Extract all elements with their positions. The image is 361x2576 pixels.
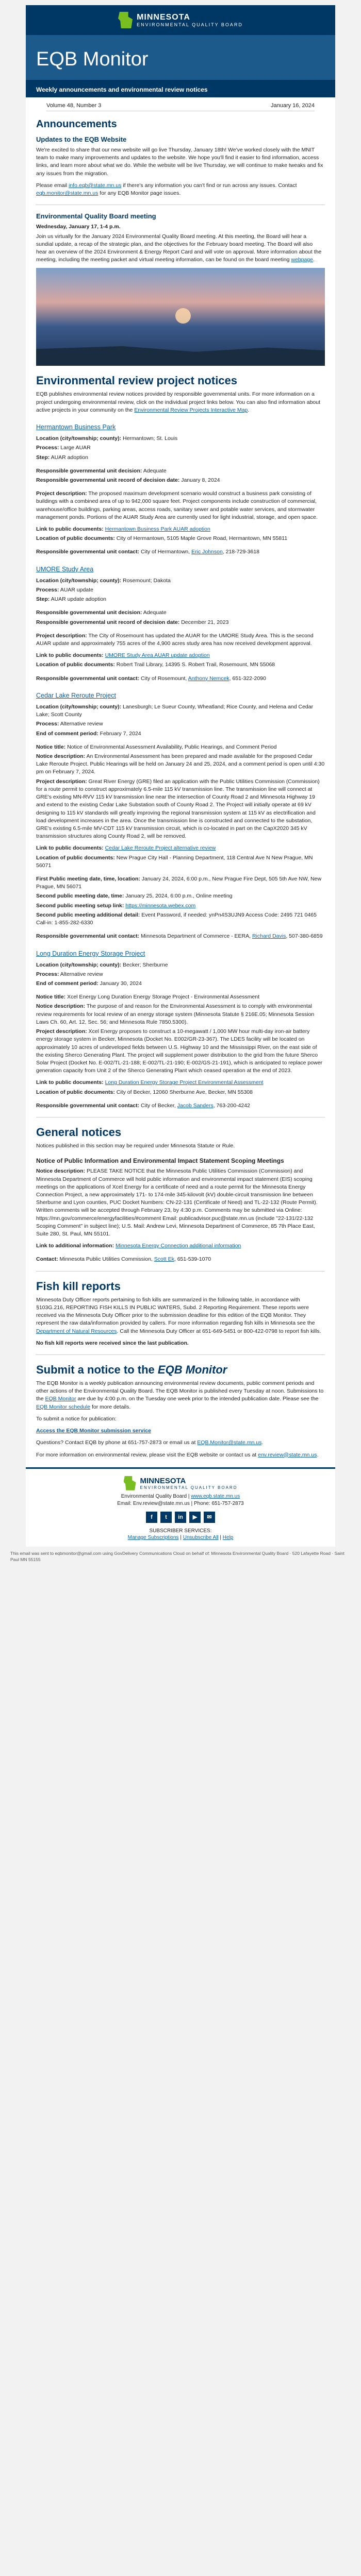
project-row: Step: AUAR update adoption	[36, 596, 107, 603]
landscape-photo	[36, 268, 325, 366]
meeting-first: First Public meeting date, time, location: January 24, 2024, 6:00 p.m., New Prague Fire Dept, 505 5th Ave NW, New Prague, MN 56071	[36, 876, 322, 890]
rgu-contact: Responsible governmental unit contact: City of Hermantown, Eric Johnson, 218-729-3618	[36, 549, 260, 555]
project-row: Process: AUAR update	[36, 586, 93, 593]
youtube-icon[interactable]: ▶	[189, 1512, 201, 1523]
project-title-hermantown[interactable]: Hermantown Business Park	[36, 423, 116, 431]
submit-p1: The EQB Monitor is a weekly publication announcing environmental review documents, public comment periods and other actions of the Environmental Quality Board. The EQB Monitor is published every Tuesday at noon. Submissions to the EQB Monitor are due by 4:00 p.m. on the Tuesday one week prior to the intended publication date. Please see the EQB Monitor schedule for more details.	[36, 1380, 324, 1410]
project-row: Process: Alternative review	[36, 721, 103, 727]
schedule-link[interactable]: EQB Monitor schedule	[36, 1403, 91, 1410]
review-intro: EQB publishes environmental review notices provided by responsible governmental units. For more information on a project undergoing environmental review, click on the individual project links below. You can also find information about active projects in your community on the Environmental Review Projects Interactive Map.	[36, 391, 320, 413]
public-docs-link-row: Link to public documents: UMORE Study Area AUAR update adoption	[36, 652, 210, 659]
submit-heading: Submit a notice to the EQB Monitor	[36, 1363, 227, 1376]
preheader	[0, 0, 361, 5]
project-row: End of comment period: January 30, 2024	[36, 980, 142, 987]
submit-p5: For more information on environmental review, please visit the EQB website or contact us at env.review@state.mn.us.	[36, 1451, 319, 1458]
meeting-second: Second public meeting date, time: January 25, 2024, 6:00 p.m., Online meeting	[36, 893, 233, 900]
env-review-email-link[interactable]: env.review@state.mn.us	[258, 1451, 317, 1458]
public-docs-location: Location of public documents: New Prague City Hall - Planning Department, 118 Central Ave N New Prague, MN 56071	[36, 854, 313, 869]
footer-line1: Environmental Quality Board | www.eqb.state.mn.us	[121, 1493, 240, 1499]
sunset-sun	[175, 308, 191, 324]
mn-eqb-logo[interactable]	[118, 12, 243, 28]
project-row: Location (city/township; county): Rosemount; Dakota	[36, 577, 171, 584]
rgu-contact: Responsible governmental unit contact: City of Becker, Jacob Sanders, 763-200-4242	[36, 1102, 250, 1109]
fish-kill-heading: Fish kill reports	[36, 1279, 121, 1293]
meeting-webpage-link[interactable]: webpage	[291, 257, 314, 263]
public-docs-link[interactable]: Hermantown Business Park AUAR adoption	[105, 526, 210, 533]
email-icon[interactable]: ✉	[204, 1512, 215, 1523]
social-links	[36, 1512, 325, 1523]
general-notice-description: Notice description: PLEASE TAKE NOTICE that the Minnesota Public Utilities Commission (Commission) and Minnesota Department of Commerce will hold public information and environmental impact statement (EIS) scoping meetings on the applications of Xcel Energy for a certificate of need and a route permit for the Minnesota Energy Connection Project, a new approximately 171- to 174-mile 345-kilovolt (kV) double-circuit transmission line between Sherburne and Lyon counties, PUC Docket Numbers: CN-22-131 (Certificate of Need) and TL-22-132 (Route Permit). Written comments will be accepted through February 23, by 4:30 p.m. Comments may be submitted via Online: https://mn.gov/commerce/energyfacilities/#comment Email: publicadvisor.puc@state.mn.us (include "22-131/22-132 Scoping Comment" in subject line); U.S. Mail: Andrew Levi, Minnesota Department of Commerce, 85 7th Place East, Suite 280, St. Paul, MN 55101.	[36, 1168, 318, 1238]
facebook-icon[interactable]: f	[146, 1512, 157, 1523]
public-docs-location: Location of public documents: Robert Trail Library, 14395 S. Robert Trail, Rosemount, MN 55068	[36, 662, 275, 668]
footer-line2: Email: Env.review@state.mn.us | Phone: 651-757-2873	[117, 1500, 244, 1506]
eqb-website-link[interactable]: www.eqb.state.mn.us	[191, 1493, 240, 1499]
divider	[36, 1271, 325, 1272]
legal-footer: This email was sent to eqbmonitor@gmail.com using GovDelivery Communications Cloud on behalf of: Minnesota Environmental Quality Board · 520 Lafayette Road · Saint Paul MN 55155	[10, 1550, 344, 1562]
fish-kill-p2: No fish kill reports were received since the last publication.	[36, 1340, 189, 1346]
project-description: Project description: The City of Rosemount has updated the AUAR for the UMORE Study Area. This is the second AUAR update and approximately 755 acres of the 4,900 acres study area has now received development approval.	[36, 632, 314, 647]
contact-name-link[interactable]: Jacob Sanders	[177, 1102, 214, 1109]
logo-state: MINNESOTA	[137, 13, 190, 22]
website-update-heading: Updates to the EQB Website	[36, 135, 127, 143]
webex-link[interactable]: https://minnesota.webex.com	[125, 902, 196, 909]
meeting-heading: Environmental Quality Board meeting	[36, 212, 156, 221]
rgu-contact: Responsible governmental unit contact: Minnesota Department of Commerce - EERA, Richard Davis, 507-380-6859	[36, 933, 323, 940]
issue-line	[46, 97, 315, 111]
project-row: Responsible governmental unit decision: Adequate	[36, 467, 167, 474]
general-intro: Notices published in this section may be required under Minnesota Statute or Rule.	[36, 1143, 235, 1149]
footer-logo[interactable]	[36, 1476, 325, 1490]
dnr-link[interactable]: Department of Natural Resources	[36, 1328, 117, 1334]
project-row: Location (city/township; county): Hermantown; St. Louis	[36, 435, 178, 442]
public-docs-link[interactable]: Long Duration Energy Storage Project Environmental Assessment	[105, 1079, 264, 1086]
page-title: EQB Monitor	[26, 35, 335, 82]
project-row: Location (city/township; county): Lanesburgh; Le Sueur County, Wheatland; Rice County, and Helena and Cedar Lake; Scott County	[36, 703, 314, 718]
project-description: Project description: The proposed maximum development scenario would construct a business park consisting of buildings with a combined area of up to 942,000 square feet. Project components include construction of commercial, warehouse/office buildings, parking areas, access roads, sanitary sewer and potable water services, and stormwater management ponds. Portions of the AUAR Study Area are currently used for light industrial, storage, and open space.	[36, 490, 318, 520]
notice-title: Notice title: Xcel Energy Long Duration Energy Storage Project - Environmental Assessment	[36, 994, 260, 1001]
general-notices-heading: General notices	[36, 1126, 122, 1139]
linkedin-icon[interactable]: in	[175, 1512, 186, 1523]
subscriber-services: SUBSCRIBER SERVICES:	[149, 1528, 212, 1534]
additional-info-link[interactable]: Minnesota Energy Connection additional information	[116, 1243, 241, 1249]
help-link[interactable]: Help	[222, 1534, 234, 1540]
project-row: Responsible governmental unit record of decision date: January 8, 2024	[36, 477, 220, 483]
public-docs-link-row: Link to public documents: Hermantown Business Park AUAR adoption	[36, 526, 210, 533]
public-docs-link-row: Link to public documents: Long Duration Energy Storage Project Environmental Assessment	[36, 1079, 264, 1086]
project-row: Process: Alternative review	[36, 971, 103, 977]
public-docs-link[interactable]: UMORE Study Area AUAR update adoption	[105, 652, 210, 659]
issue-date: January 16, 2024	[270, 103, 315, 109]
monitor-email-link[interactable]: EQB.Monitor@state.mn.us	[197, 1439, 262, 1446]
monitor-link[interactable]: EQB Monitor	[45, 1396, 76, 1402]
minnesota-state-icon	[124, 1476, 136, 1490]
monitor-email-link[interactable]: eqb.monitor@state.mn.us	[36, 190, 99, 197]
contact-name-link[interactable]: Anthony Nemcek	[188, 675, 229, 682]
notice-description: Notice description: An Environmental Assessment has been prepared and made available for the proposed Cedar Lake Reroute Project. Public Hearings will be held on January 24 and 25, 2024, and a comment period is open until 4:30 pm on February 7, 2024.	[36, 753, 325, 775]
notice-description: Notice description: The purpose of and reason for the Environmental Assessment is to comply with environmental review requirements for local review of an energy storage system (Minnesota Statute § 216E.05; Minnesota Session Laws Ch. 60, Art. 12, Sec. 56; and Minnesota Rule 7850.5300).	[36, 1003, 315, 1025]
footer-agency: ENVIRONMENTAL QUALITY BOARD	[140, 1485, 238, 1490]
newsletter	[26, 5, 335, 1547]
footer-state: MINNESOTA	[140, 1476, 186, 1485]
project-row: Process: Large AUAR	[36, 445, 91, 451]
announcements-heading: Announcements	[36, 118, 117, 130]
website-update-p1: We're excited to share that our new website will go live Thursday, January 18th! We've worked closely with the MNIT team to make many improvements and updates to the website. We hope you'll find it easier to find information, access links, and learn more about what we do. While the website will be live Thursday, we will continue to make tweaks and fix any issues from the migration.	[36, 147, 323, 177]
contact-name-link[interactable]: Scott Ek	[154, 1256, 174, 1263]
additional-info-row: Link to additional information: Minnesota Energy Connection additional information	[36, 1243, 241, 1249]
project-title-ldes[interactable]: Long Duration Energy Storage Project	[36, 950, 145, 957]
meeting-setup: Second public meeting setup link: https://minnesota.webex.com	[36, 902, 196, 909]
public-docs-link[interactable]: Cedar Lake Reroute Project alternative review	[105, 845, 216, 852]
project-description: Project description: Xcel Energy proposes to construct a 10-megawatt / 1,000 MW hour multi-day iron-air battery energy storage system in Becker, Minnesota (Docket No. E002/GR-23-367). The LDES facility will be located on approximately 10 acres of undeveloped fields between U.S. Highway 10 and the Mississippi River, on the east side of the existing Sherco Generating Plant. The project will supplement power distribution to the grid from the future Sherco Solar Project (Docket No. E-002/TL-21-188; E-002/TL-21-190; E-002/GS-21-191), which is anticipated to replace power generation capacity from Unit 2 of the Sherco Generating Plant which ceased operation at the end of 2023.	[36, 1028, 323, 1074]
footer	[26, 1467, 335, 1547]
rgu-contact: Responsible governmental unit contact: City of Rosemount, Anthony Nemcek, 651-322-2090	[36, 675, 266, 682]
website-update-p2: Please email info.eqb@state.mn.us if there's any information you can't find or run across any issues. Contact eqb.monitor@state.mn.us for any EQB Monitor page issues.	[36, 182, 297, 197]
top-bar	[26, 5, 335, 35]
issue-volume: Volume 48, Number 3	[46, 103, 102, 109]
project-row: End of comment period: February 7, 2024	[36, 730, 141, 737]
submission-service-link[interactable]: Access the EQB Monitor submission service	[36, 1428, 151, 1434]
meeting-additional: Second public meeting additional detail: Event Password, if needed: ynPn4S3UJN9 Access Code: 2495 721 0465 Call-in: 1-855-282-6330	[36, 911, 317, 926]
public-docs-location: Location of public documents: City of Hermantown, 5105 Maple Grove Road, Hermantown, MN 55811	[36, 535, 288, 542]
general-subheading: Notice of Public Information and Environmental Impact Statement Scoping Meetings	[36, 1157, 284, 1165]
manage-subscriptions-link[interactable]: Manage Subscriptions	[127, 1534, 179, 1540]
general-contact: Contact: Minnesota Public Utilities Commission, Scott Ek, 651-539-1070	[36, 1256, 211, 1263]
project-row: Step: AUAR adoption	[36, 454, 88, 461]
minnesota-state-icon	[118, 12, 133, 28]
divider	[36, 1354, 325, 1355]
shoreline	[36, 337, 325, 366]
unsubscribe-link[interactable]: Unsubscribe All	[183, 1534, 219, 1540]
meeting-body: Join us virtually for the January 2024 Environmental Quality Board meeting. At this meeting, the Board will hear a sundial update, a recap of the strategic plan, and the objectives for the February board meeting. The Board will also hear an overview of the 2024 Environment & Energy Report Card and will vote on approval. More information about the meeting, including the meeting packet and virtual meeting information, can be found on the board meeting webpage.	[36, 233, 322, 263]
public-docs-link-row: Link to public documents: Cedar Lake Reroute Project alternative review	[36, 845, 216, 852]
fish-kill-p1: Minnesota Duty Officer reports pertaining to fish kills are summarized in the following table, in accordance with §103G.216, REPORTING FISH KILLS IN PUBLIC WATERS, Subd. 2 Reporting Requirement. These reports were received via the Minnesota Duty Officer prior to the submission deadline for this edition of the EQB Monitor. They represent the raw data/information provided by callers. For more information regarding fish kills in Minnesota see the Department of Natural Resources. Call the Minnesota Duty Officer at 651-649-5451 or 800-422-0798 to report fish kills.	[36, 1296, 321, 1334]
submit-p2: To submit a notice for publication:	[36, 1415, 117, 1422]
public-docs-location: Location of public documents: City of Becker, 12060 Sherburne Ave, Becker, MN 55308	[36, 1089, 253, 1095]
submit-p4: Questions? Contact EQB by phone at 651-757-2873 or email us at EQB.Monitor@state.mn.us.	[36, 1439, 264, 1446]
contact-name-link[interactable]: Eric Johnson	[191, 549, 223, 555]
logo-agency: ENVIRONMENTAL QUALITY BOARD	[137, 22, 243, 27]
project-title-umore[interactable]: UMORE Study Area	[36, 565, 94, 573]
review-heading: Environmental review project notices	[36, 374, 238, 387]
meeting-when: Wednesday, January 17, 1-4 p.m.	[36, 224, 121, 230]
subscription-links: Manage Subscriptions | Unsubscribe All | Help	[127, 1534, 234, 1540]
page-subtitle: Weekly announcements and environmental review notices	[26, 82, 335, 97]
submit-service-row	[36, 1427, 325, 1435]
interactive-map-link[interactable]: Environmental Review Projects Interactive Map	[134, 406, 248, 413]
project-row: Location (city/township; county): Becker; Sherburne	[36, 961, 168, 968]
notice-title: Notice title: Notice of Environmental Assessment Availability, Public Hearings, and Comment Period	[36, 743, 277, 750]
project-row: Responsible governmental unit decision: Adequate	[36, 609, 167, 616]
twitter-icon[interactable]: t	[160, 1512, 172, 1523]
info-email-link[interactable]: info.eqb@state.mn.us	[69, 182, 122, 189]
project-row: Responsible governmental unit record of decision date: December 21, 2023	[36, 619, 229, 625]
project-description: Project description: Great River Energy (GRE) filed an application with the Public Utilities Commission (Commission) for a route permit to construct approximately 6.5-mile 115 kV transmission line. The transmission line will connect at GRE's existing MN-RVV 115 kV transmission line near the intersection of County Road 2 and Minnesota Highway 19 and extend to the existing Cedar Lake Substation south of County Road 2. The Project will initially operate at 69 kV designing to 115 kV standards will greatly improving the regional transmission system at 115 kV as electrification and load development increases in the area. Once the transmission line is constructed and connected to the substation, GRE's existing 6.5-mile MV-CDT 115 kV transmission circuit, which is co-located in part on the CapX2020 345 kV transmission structures along County Road 2, will be removed.	[36, 778, 320, 840]
contact-name-link[interactable]: Richard Davis	[252, 933, 286, 940]
project-title-cedar-lake[interactable]: Cedar Lake Reroute Project	[36, 691, 116, 699]
